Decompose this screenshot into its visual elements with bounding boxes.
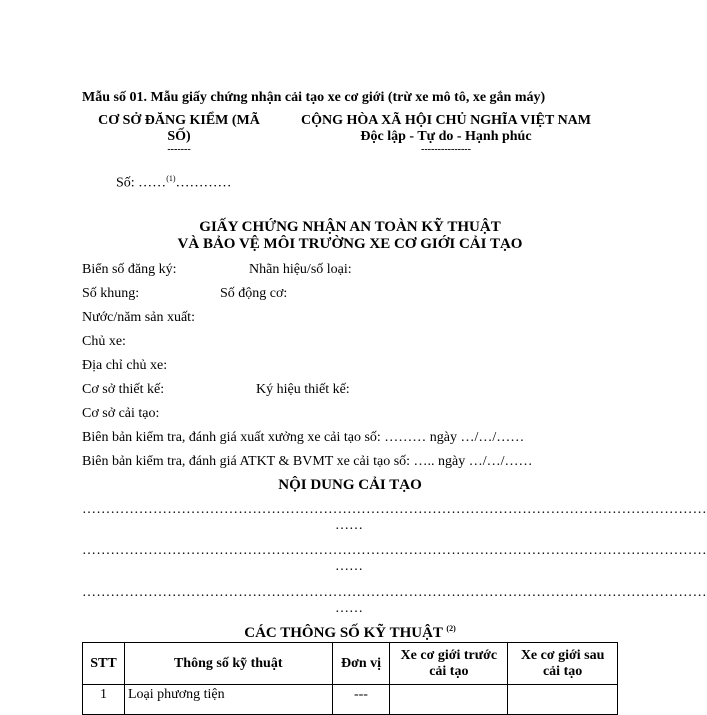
chassis-label: Số khung: bbox=[82, 286, 140, 301]
row-after bbox=[508, 685, 618, 715]
motto-rule: --------------- bbox=[421, 144, 471, 155]
col-stt: STT bbox=[83, 643, 125, 685]
plate-label: Biển số đăng ký: bbox=[82, 262, 177, 277]
certificate-title bbox=[82, 219, 618, 253]
dotted-line-2-end: …… bbox=[335, 559, 363, 574]
col-unit: Đơn vị bbox=[332, 643, 390, 685]
footnote-1: (1) bbox=[166, 174, 176, 183]
org-name-line1: CƠ SỞ ĐĂNG KIỂM (MÃ bbox=[98, 113, 260, 128]
org-rule: ------- bbox=[167, 144, 191, 155]
col-after: Xe cơ giới sau cải tạo bbox=[508, 643, 618, 685]
motto: Độc lập - Tự do - Hạnh phúc bbox=[360, 129, 532, 144]
design-facility-label: Cơ sở thiết kế: bbox=[82, 382, 165, 397]
nation-block bbox=[286, 113, 606, 155]
table-header-row bbox=[83, 643, 618, 685]
org-name bbox=[84, 113, 274, 155]
owner-address-label: Địa chỉ chủ xe: bbox=[82, 358, 168, 373]
inspection-report-line: Biên bản kiểm tra, đánh giá xuất xưởng xe cải tạo số: ……… ngày …/…/…… bbox=[82, 430, 525, 445]
engine-label: Số động cơ: bbox=[220, 286, 288, 301]
number-label: Số: …… bbox=[116, 175, 167, 191]
owner-label: Chủ xe: bbox=[82, 334, 126, 349]
safety-report-line: Biên bản kiểm tra, đánh giá ATKT & BVMT xe cải tạo số: ….. ngày …/…/…… bbox=[82, 454, 533, 469]
design-code-label: Ký hiệu thiết kế: bbox=[256, 382, 350, 397]
dotted-line-1-end: …… bbox=[335, 518, 363, 533]
nation-name: CỘNG HÒA XÃ HỘI CHỦ NGHĨA VIỆT NAM bbox=[300, 113, 591, 128]
certificate-title-line2: VÀ BẢO VỆ MÔI TRƯỜNG XE CƠ GIỚI CẢI TẠO bbox=[177, 236, 523, 252]
dotted-line-3-end: …… bbox=[335, 601, 363, 616]
col-param: Thông số kỹ thuật bbox=[124, 643, 332, 685]
table-row bbox=[83, 685, 618, 715]
dotted-line-2: …………………………………………………………………………………………………………………… bbox=[82, 543, 707, 558]
dotted-line-1: …………………………………………………………………………………………………………………… bbox=[82, 502, 707, 517]
org-name-line2: SỐ) bbox=[167, 129, 191, 144]
content-heading: NỘI DUNG CẢI TẠO bbox=[278, 477, 422, 493]
origin-label: Nước/năm sản xuất: bbox=[82, 310, 195, 325]
dotted-line-3: …………………………………………………………………………………………………………………… bbox=[82, 585, 707, 600]
document-number bbox=[116, 174, 232, 192]
col-before: Xe cơ giới trước cải tạo bbox=[390, 643, 508, 685]
row-unit: --- bbox=[332, 685, 390, 715]
specs-heading-text: CÁC THÔNG SỐ KỸ THUẬT bbox=[244, 625, 443, 641]
row-before bbox=[390, 685, 508, 715]
certificate-title-line1: GIẤY CHỨNG NHẬN AN TOÀN KỸ THUẬT bbox=[199, 219, 501, 235]
row-param: Loại phương tiện bbox=[124, 685, 332, 715]
footnote-2: (2) bbox=[446, 624, 456, 633]
number-tail: ………… bbox=[175, 175, 232, 191]
modifier-label: Cơ sở cải tạo: bbox=[82, 406, 160, 421]
specs-table bbox=[82, 642, 618, 715]
brand-label: Nhãn hiệu/số loại: bbox=[249, 262, 352, 277]
specs-heading bbox=[82, 624, 618, 642]
row-stt: 1 bbox=[83, 685, 125, 715]
form-title: Mẫu số 01. Mẫu giấy chứng nhận cải tạo xe cơ giới (trừ xe mô tô, xe gắn máy) bbox=[82, 90, 546, 105]
